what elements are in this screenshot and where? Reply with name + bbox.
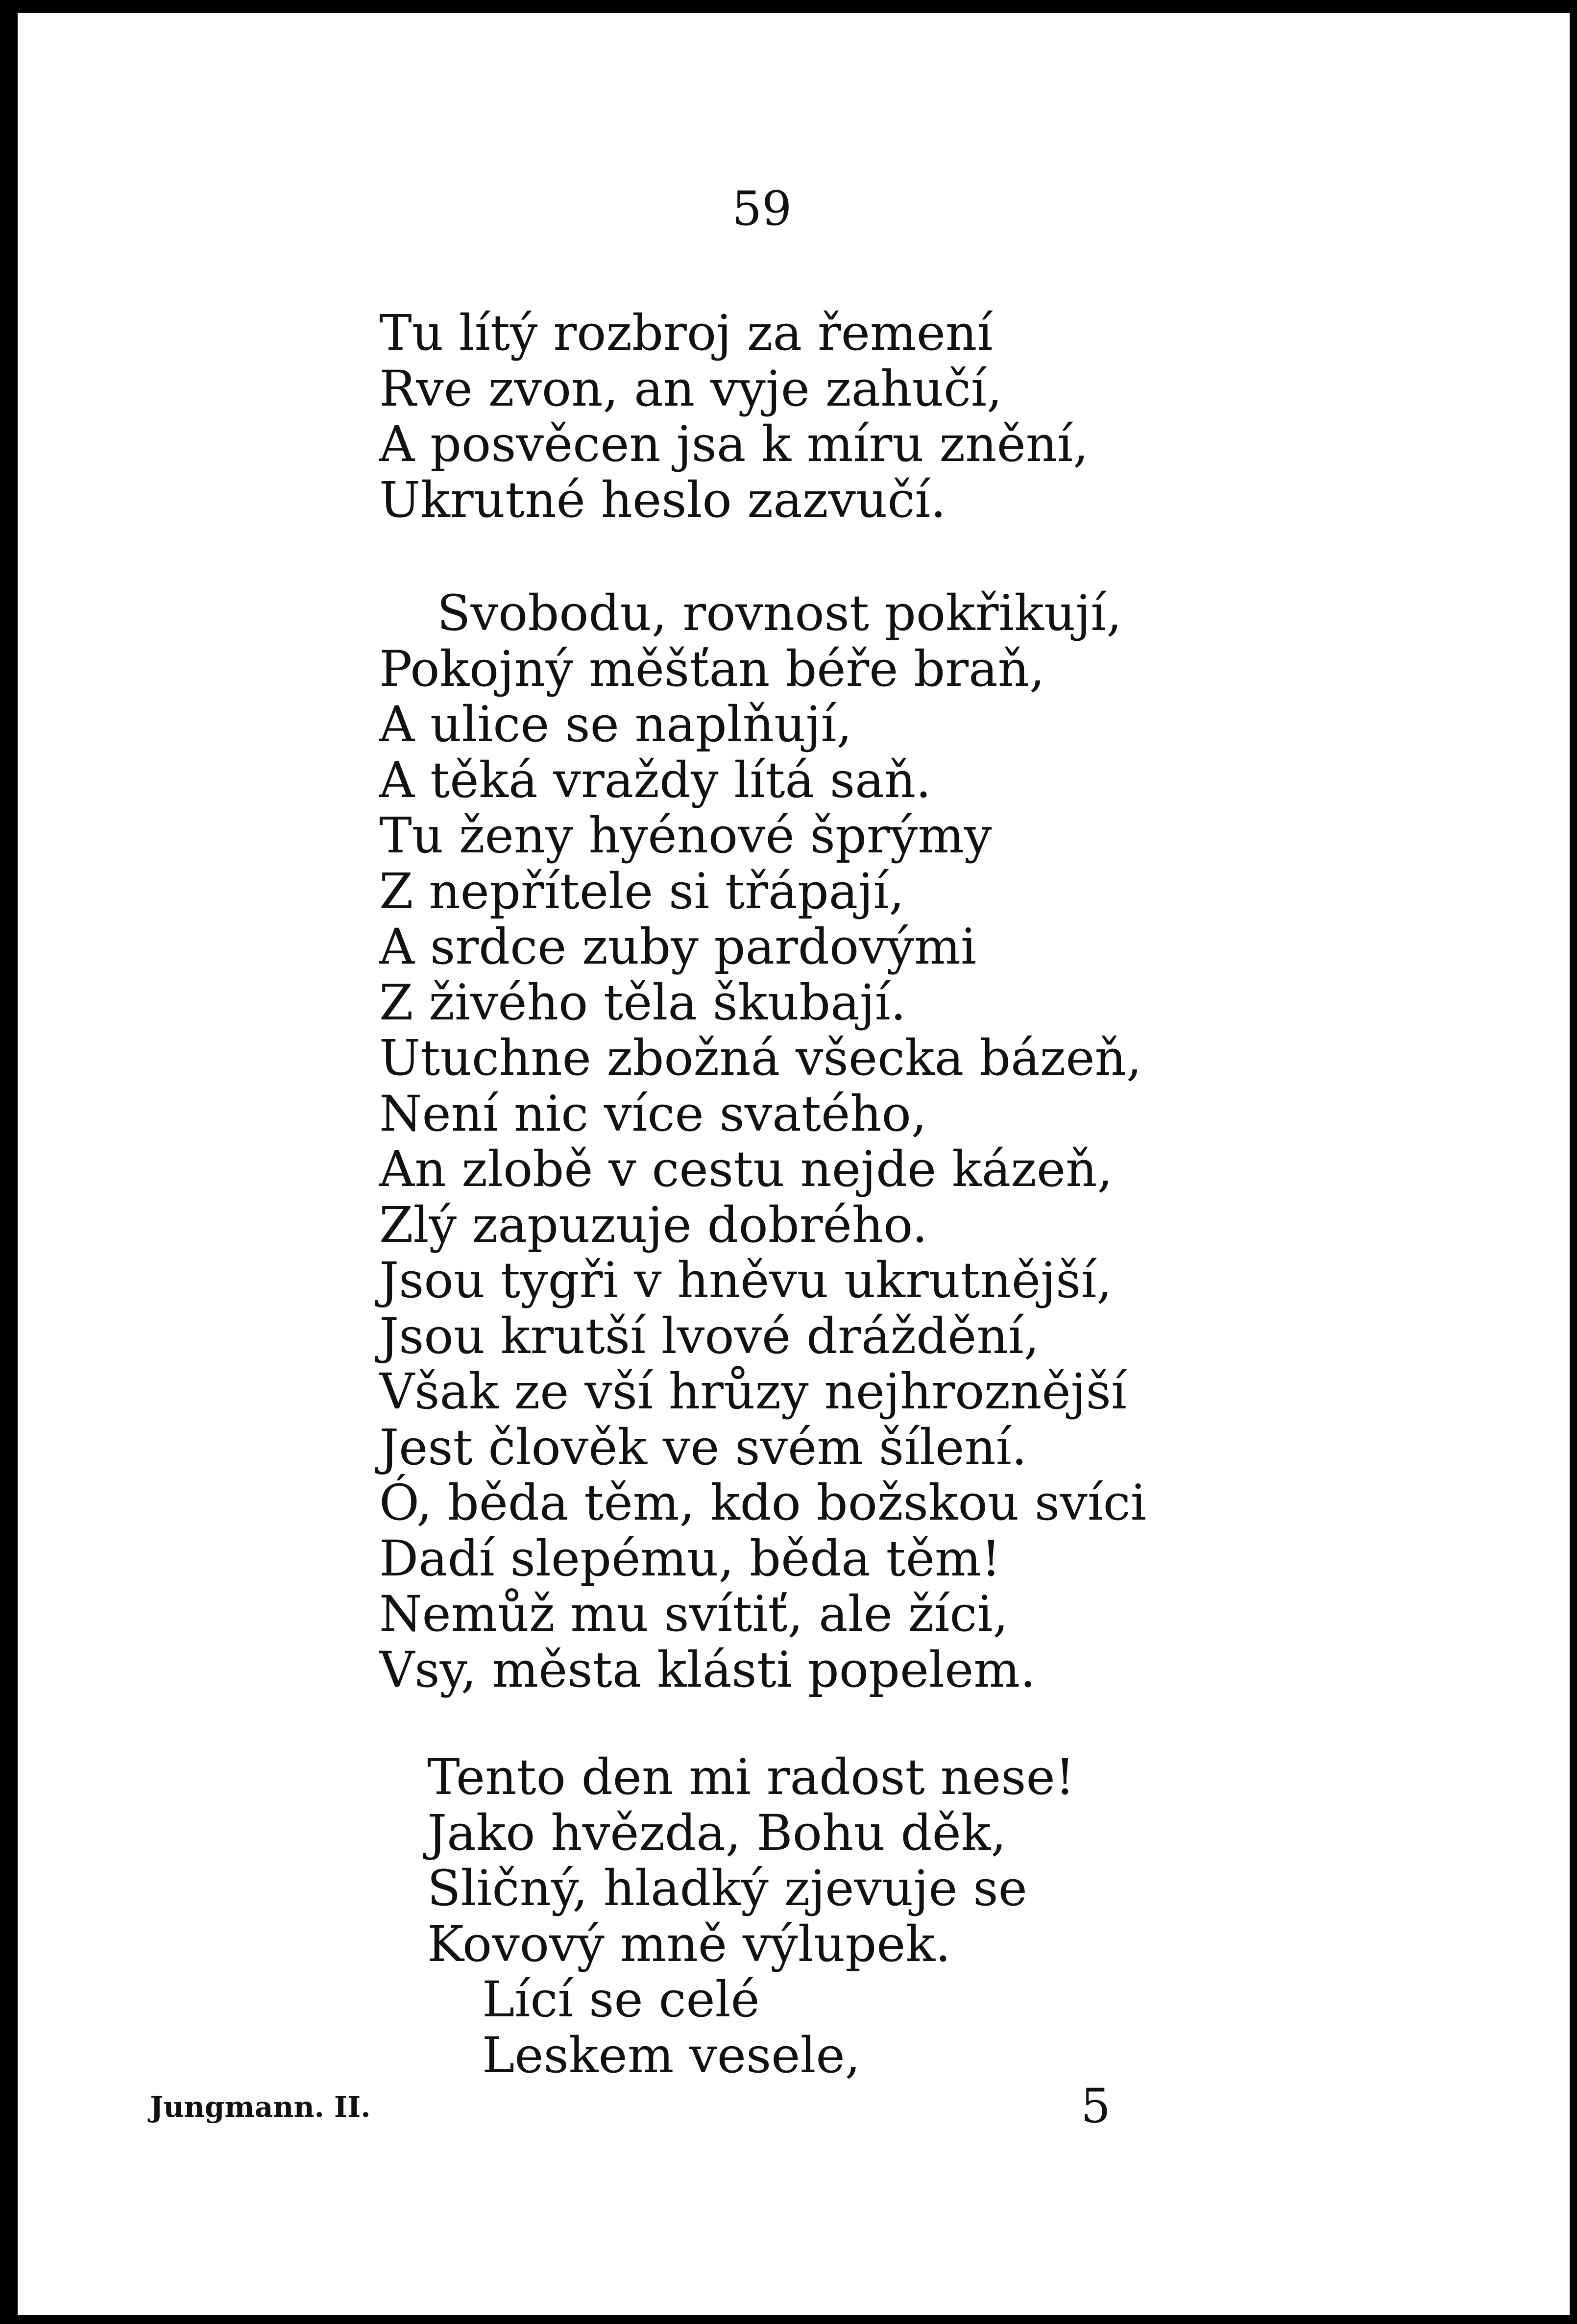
verse-line: Tu ženy hyénové šprýmy — [379, 807, 992, 864]
verse-line: Tento den mi radost nese! — [427, 1748, 1075, 1806]
book-page — [18, 13, 1570, 2315]
verse-line: A těká vraždy lítá saň. — [379, 751, 931, 809]
signature-mark: 5 — [1081, 2079, 1111, 2133]
verse-line: Ó, běda těm, kdo božskou svíci — [379, 1474, 1146, 1531]
verse-line: Leskem vesele, — [482, 2026, 861, 2084]
verse-line: Pokojný měšťan béře braň, — [379, 640, 1045, 698]
verse-line: Jsou krutší lvové dráždění, — [379, 1307, 1040, 1365]
verse-line: A ulice se naplňují, — [379, 696, 852, 753]
verse-line: Kovový mně výlupek. — [427, 1915, 951, 1973]
verse-line: Zlý zapuzuje dobrého. — [379, 1196, 928, 1254]
printer-signature: Jungmann. II. — [150, 2090, 371, 2124]
verse-line: Však ze vší hrůzy nejhroznější — [379, 1363, 1127, 1420]
verse-line: Jako hvězda, Bohu děk, — [427, 1804, 1007, 1862]
verse-line: An zlobě v cestu nejde kázeň, — [379, 1140, 1113, 1198]
verse-line: Svobodu, rovnost pokřikují, — [437, 584, 1122, 642]
verse-line: A posvěcen jsa k míru znění, — [379, 415, 1089, 473]
verse-line: Jest člověk ve svém šílení. — [379, 1418, 1027, 1476]
page-number: 59 — [732, 181, 792, 236]
verse-line: Sličný, hladký zjevuje se — [427, 1860, 1027, 1917]
verse-line: Ukrutné heslo zazvučí. — [379, 471, 946, 529]
verse-line: Z nepřítele si třápají, — [379, 862, 905, 920]
verse-line: A srdce zuby pardovými — [379, 918, 976, 975]
verse-line: Lící se celé — [482, 1971, 760, 2028]
stanza-3 — [427, 1749, 1075, 2083]
verse-line: Jsou tygři v hněvu ukrutnější, — [379, 1252, 1113, 1309]
verse-line: Není nic více svatého, — [379, 1085, 927, 1142]
verse-line: Utuchne zbožná všecka bázeň, — [379, 1029, 1142, 1087]
stanza-2 — [379, 585, 1146, 1697]
verse-line: Rve zvon, an vyje zahučí, — [379, 360, 1002, 417]
verse-line: Z živého těla škubají. — [379, 973, 906, 1031]
verse-line: Nemůž mu svítiť, ale žíci, — [379, 1585, 1009, 1643]
verse-line: Dadí slepému, běda těm! — [379, 1529, 1001, 1587]
stanza-1 — [379, 305, 1089, 528]
verse-line: Vsy, města klásti popelem. — [379, 1641, 1036, 1698]
verse-line: Tu lítý rozbroj za řemení — [379, 304, 993, 362]
